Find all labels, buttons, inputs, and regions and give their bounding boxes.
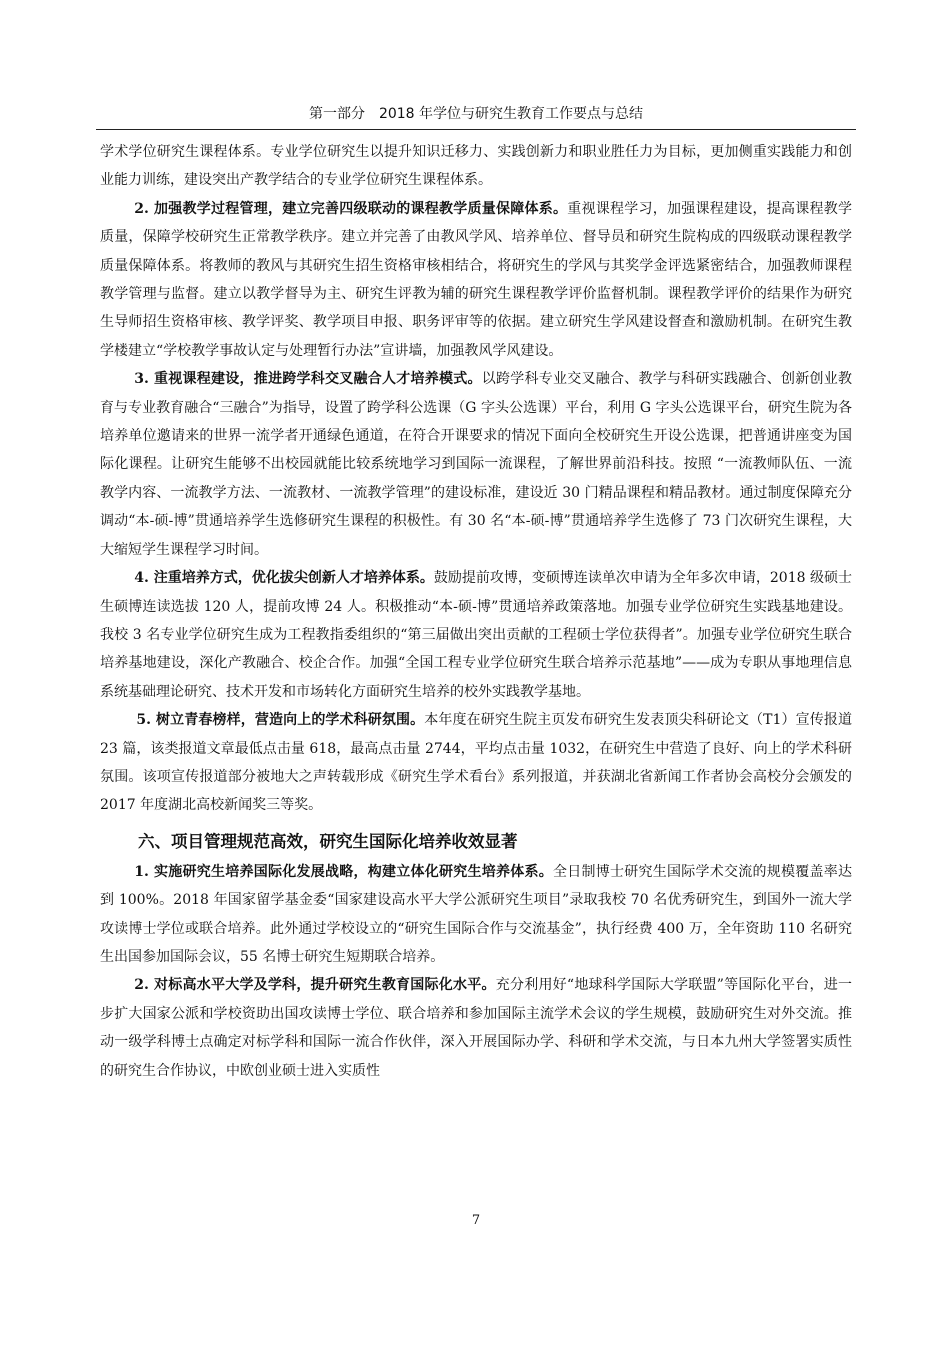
paragraph-item-5	[100, 706, 852, 820]
paragraph-item-2	[100, 195, 852, 365]
paragraph-item-6-1	[100, 858, 852, 972]
paragraph-lead: 3. 重视课程建设，推进跨学科交叉融合人才培养模式。	[134, 371, 482, 388]
paragraph-text: 全日制博士研究生国际学术交流的规模覆盖率达到 100%。2018 年国家留学基金委“国家建设高水平大学公派研究生项目”录取我校 70 名优秀研究生，到国外一流大学攻读博士学位或联合培养。此外通过学校设立的“研究生国际合作与交流基金”，执行经费 400 万，全年资助 110 名研究生出国参加国际会议，55 名博士研究生短期联合培养。	[100, 863, 852, 965]
running-header: 第一部分 2018 年学位与研究生教育工作要点与总结	[308, 106, 644, 122]
paragraph-text: 重视课程学习，加强课程建设，提高课程教学质量，保障学校研究生正常教学秩序。建立并完善了由教风学风、培养单位、督导员和研究生院构成的四级联动课程教学质量保障体系。将教师的教风与其研究生招生资格审核相结合，将研究生的学风与其奖学金评选紧密结合，加强教师课程教学管理与监督。建立以教学督导为主、研究生评教为辅的研究生课程教学评价监督机制。课程教学评价的结果作为研究生导师招生资格审核、教学评奖、教学项目申报、职务评审等的依据。建立研究生学风建设督查和激励机制。在研究生教学楼建立“学校教学事故认定与处理暂行办法”宣讲墙，加强教风学风建设。	[100, 200, 852, 359]
paragraph-item-4	[100, 564, 852, 706]
paragraph-text: 充分利用好“地球科学国际大学联盟”等国际化平台，进一步扩大国家公派和学校资助出国攻读博士学位、联合培养和参加国际主流学术会议的学生规模，鼓励研究生对外交流。推动一级学科博士点确定对标学科和国际一流合作伙伴，深入开展国际办学、科研和学术交流，与日本九州大学签署实质性的研究生合作协议，中欧创业硕士进入实质性	[100, 977, 852, 1079]
page-number: 7	[471, 1213, 481, 1228]
section-heading: 六、项目管理规范高效，研究生国际化培养收效显著	[138, 831, 518, 851]
paragraph-lead: 5. 树立青春榜样，营造向上的学术科研氛围。	[136, 712, 425, 729]
document-body	[100, 138, 852, 1085]
paragraph-lead: 1. 实施研究生培养国际化发展战略，构建立体化研究生培养体系。	[134, 863, 554, 880]
paragraph-item-6-2	[100, 971, 852, 1085]
paragraph-text: 以跨学科专业交叉融合、教学与科研实践融合、创新创业教育与专业教育融合“三融合”为指导，设置了跨学科公选课（G 字头公选课）平台，利用 G 字头公选课平台，研究生院为各培养单位邀请来的世界一流学者开通绿色通道，在符合开课要求的情况下面向全校研究生开设公选课，把普通讲座变为国际化课程。让研究生能够不出校园就能比较系统地学习到国际一流课程，了解世界前沿科技。按照 “一流教师队伍、一流教学内容、一流教学方法、一流教材、一流教学管理”的建设标准，建设近 30 门精品课程和精品教材。通过制度保障充分调动“本-硕-博”贯通培养学生选修研究生课程的积极性。有 30 名“本-硕-博”贯通培养学生选修了 73 门次研究生课程，大大缩短学生课程学习时间。	[100, 371, 852, 558]
paragraph-lead: 4. 注重培养方式，优化拔尖创新人才培养体系。	[134, 570, 434, 587]
paragraph-text: 本年度在研究生院主页发布研究生发表顶尖科研论文（T1）宣传报道 23 篇，该类报道文章最低点击量 618，最高点击量 2744，平均点击量 1032，在研究生中营造了良好、向上的学术科研氛围。该项宣传报道部分被地大之声转载形成《研究生学术看台》系列报道，并获湖北省新闻工作者协会高校分会颁发的 2017 年度湖北高校新闻奖三等奖。	[100, 712, 852, 814]
header-rule	[96, 129, 856, 130]
paragraph-item-3	[100, 365, 852, 564]
paragraph-continuation: 学术学位研究生课程体系。专业学位研究生以提升知识迁移力、实践创新力和职业胜任力为目标，更加侧重实践能力和创业能力训练，建设突出产教学结合的专业学位研究生课程体系。	[100, 144, 852, 189]
paragraph-lead: 2. 加强教学过程管理，建立完善四级联动的课程教学质量保障体系。	[134, 200, 568, 217]
paragraph-lead: 2. 对标高水平大学及学科，提升研究生教育国际化水平。	[134, 977, 496, 994]
paragraph-text: 鼓励提前攻博，变硕博连读单次申请为全年多次申请，2018 级硕士生硕博连读选拔 120 人，提前攻博 24 人。积极推动“本-硕-博”贯通培养政策落地。加强专业学位研究生实践基地建设。我校 3 名专业学位研究生成为工程教指委组织的“第三届做出突出贡献的工程硕士学位获得者”。加强专业学位研究生联合培养基地建设，深化产教融合、校企合作。加强“全国工程专业学位研究生联合培养示范基地”——成为专职从事地理信息系统基础理论研究、技术开发和市场转化方面研究生培养的校外实践教学基地。	[100, 570, 852, 700]
